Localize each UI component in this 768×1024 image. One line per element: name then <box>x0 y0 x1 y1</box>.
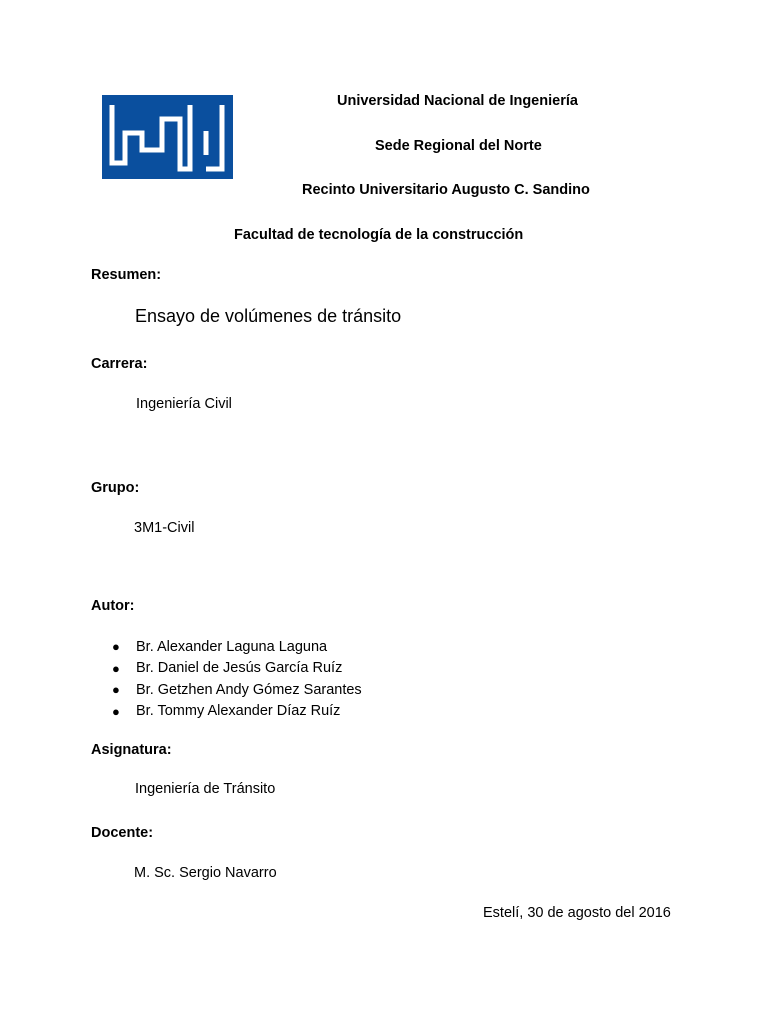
grupo-value: 3M1-Civil <box>134 520 195 536</box>
list-item <box>112 701 362 723</box>
asignatura-value: Ingeniería de Tránsito <box>135 781 276 797</box>
bullet-icon: ● <box>112 660 120 676</box>
list-item <box>112 658 362 680</box>
list-item <box>112 679 362 701</box>
resumen-label: Resumen: <box>91 267 162 283</box>
autor-name: Br. Tommy Alexander Díaz Ruíz <box>136 703 341 720</box>
list-item <box>112 636 362 658</box>
bullet-icon: ● <box>112 703 120 719</box>
carrera-label: Carrera: <box>91 356 148 372</box>
autor-list <box>112 636 362 722</box>
autor-label: Autor: <box>91 598 135 614</box>
resumen-value: Ensayo de volúmenes de tránsito <box>135 306 402 326</box>
bullet-icon: ● <box>112 682 120 698</box>
asignatura-label: Asignatura: <box>91 742 172 758</box>
autor-name: Br. Alexander Laguna Laguna <box>136 638 328 655</box>
grupo-label: Grupo: <box>91 480 140 496</box>
docente-label: Docente: <box>91 825 154 841</box>
docente-value: M. Sc. Sergio Navarro <box>134 865 277 881</box>
university-name: Universidad Nacional de Ingeniería <box>337 93 578 109</box>
facultad-name: Facultad de tecnología de la construcción <box>234 227 524 243</box>
recinto-name: Recinto Universitario Augusto C. Sandino <box>302 182 590 198</box>
bullet-icon: ● <box>112 639 120 655</box>
autor-name: Br. Getzhen Andy Gómez Sarantes <box>136 681 362 698</box>
carrera-value: Ingeniería Civil <box>136 396 232 412</box>
autor-name: Br. Daniel de Jesús García Ruíz <box>136 660 343 677</box>
uni-logo-icon <box>102 95 233 179</box>
place-date: Estelí, 30 de agosto del 2016 <box>483 905 671 921</box>
sede-name: Sede Regional del Norte <box>375 138 542 154</box>
